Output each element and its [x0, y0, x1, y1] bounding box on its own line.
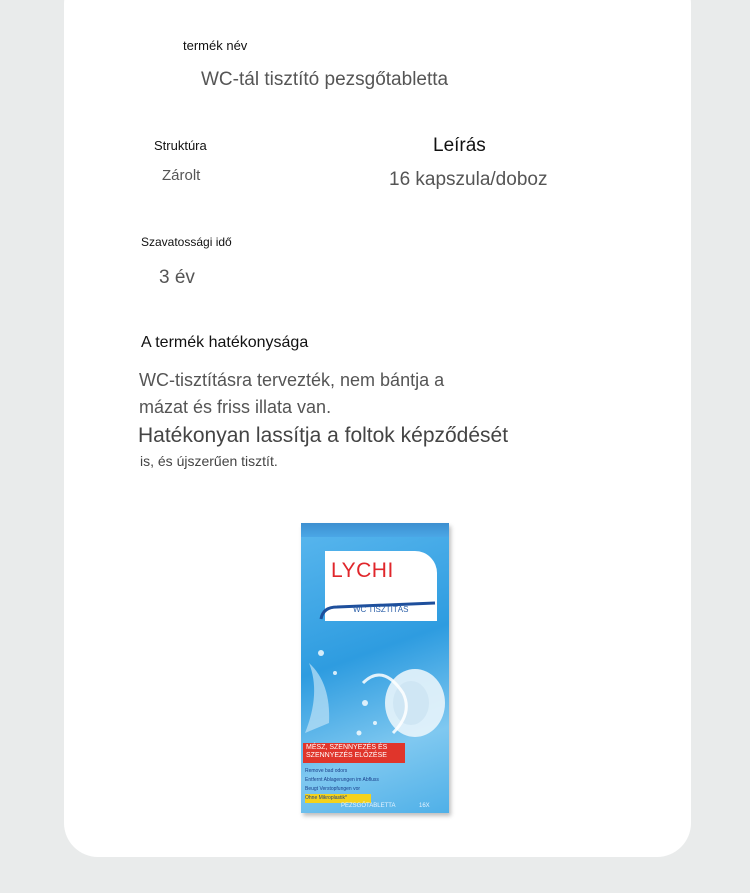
description-label: Leírás — [433, 135, 486, 156]
water-splash-graphic — [301, 633, 361, 743]
package-bullet: Ohne Mikroplastik* — [305, 794, 371, 803]
efficacy-line-2: mázat és friss illata van. — [139, 397, 332, 417]
package-bullet-list — [305, 767, 405, 803]
efficacy-heading: A termék hatékonysága — [141, 334, 309, 351]
package-count: 16X — [419, 803, 430, 809]
structure-value: Zárolt — [162, 167, 201, 184]
description-value: 16 kapszula/doboz — [389, 169, 548, 190]
efficacy-line-3: Hatékonyan lassítja a foltok képződését — [138, 424, 509, 447]
product-package-image — [301, 523, 449, 813]
package-bullet: Entfernt Ablagerungen im Abfluss — [305, 777, 379, 783]
efficacy-line-4: is, és újszerűen tisztít. — [140, 453, 278, 469]
package-bullet: Remove bad odors — [305, 768, 348, 774]
structure-label: Struktúra — [154, 138, 207, 153]
product-name-value: WC-tál tisztító pezsgőtabletta — [201, 69, 449, 90]
package-footer-text: PEZSGŐTABLETTA — [341, 803, 396, 809]
package-bullet: Beugt Verstopfungen vor — [305, 786, 361, 792]
package-brand: LYCHI — [331, 559, 394, 582]
shelf-life-value: 3 év — [159, 267, 195, 288]
product-name-label: termék név — [183, 38, 248, 53]
efficacy-line-1: WC-tisztításra tervezték, nem bántja a — [139, 370, 445, 390]
package-band-text: MÉSZ, SZENNYEZÉS ÉS SZENNYEZÉS ELŐZÉSE — [306, 744, 388, 759]
shelf-life-label: Szavatossági idő — [141, 235, 232, 249]
package-subtitle: WC TISZTÍTÁS — [353, 605, 409, 614]
package-lid — [301, 523, 449, 537]
